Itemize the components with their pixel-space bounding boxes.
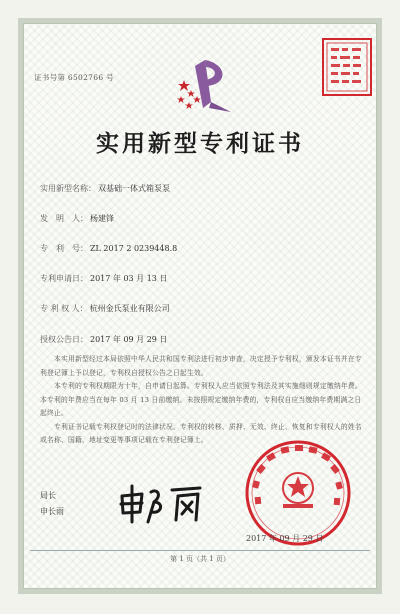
utility-model-name-value: 双基础一体式箱泵泵 — [98, 184, 170, 193]
cert-no-value: 6502766 — [67, 73, 104, 82]
cert-no-label: 证书号第 — [34, 73, 66, 82]
patent-number-row — [40, 243, 177, 254]
seal-date: 2017 年 09 月 29 日 — [246, 534, 324, 543]
patent-office-logo-icon — [175, 56, 235, 116]
patent-number-value: ZL 2017 2 0239448.8 — [90, 244, 178, 253]
page-indicator: 第 1 页（共 1 页） — [170, 555, 230, 563]
official-seal-icon — [320, 36, 374, 98]
body-paragraph-2: 本专利的专利权期限为十年，自申请日起算。专利权人应当依照专利法及其实施细则规定缴纳年费。本专利的年费应当在每年 03 月 13 日前缴纳。未按照规定缴纳年费的，专利权自应当缴纳年费期满之日起终止。 — [40, 382, 362, 417]
certificate-title: 实用新型专利证书 — [96, 130, 304, 157]
national-patent-office-seal-icon — [243, 438, 353, 548]
signatory-name: 申长雨 — [40, 507, 64, 516]
filing-date-row — [40, 273, 167, 284]
footer-divider — [30, 550, 370, 551]
inventor-row — [40, 213, 114, 224]
patent-number-label: 专 利 号： — [40, 244, 88, 253]
cert-no-suffix: 号 — [106, 73, 114, 82]
patentee-value: 杭州金氏泵业有限公司 — [89, 304, 170, 313]
certificate-number — [34, 72, 114, 83]
body-paragraph-1: 本实用新型经过本局依照中华人民共和国专利法进行初步审查，决定授予专利权，颁发本证书并在专利登记簿上予以登记，专利权自授权公告之日起生效。 — [40, 355, 362, 377]
body-paragraph-3: 专利证书记载专利权登记时的法律状况。专利权的转移、质押、无效、终止、恢复和专利权人的姓名或名称、国籍、地址变更等事项记载在专利登记簿上。 — [40, 422, 362, 444]
grant-date-row — [40, 334, 167, 345]
certificate-body-text — [40, 353, 362, 448]
filing-date-label: 专利申请日： — [40, 274, 88, 283]
patentee-label: 专 利 权 人： — [40, 304, 88, 313]
inventor-value: 杨建锋 — [90, 214, 114, 223]
utility-model-name-label: 实用新型名称： — [40, 184, 96, 193]
utility-model-name-row — [40, 183, 170, 194]
handwritten-signature — [118, 482, 204, 526]
patentee-row — [40, 303, 170, 314]
inventor-label: 发 明 人： — [40, 214, 88, 223]
grant-date-label: 授权公告日： — [40, 335, 88, 344]
signatory-title: 局长 — [40, 491, 56, 500]
filing-date-value: 2017 年 03 月 13 日 — [90, 274, 168, 283]
grant-date-value: 2017 年 09 月 29 日 — [90, 335, 168, 344]
